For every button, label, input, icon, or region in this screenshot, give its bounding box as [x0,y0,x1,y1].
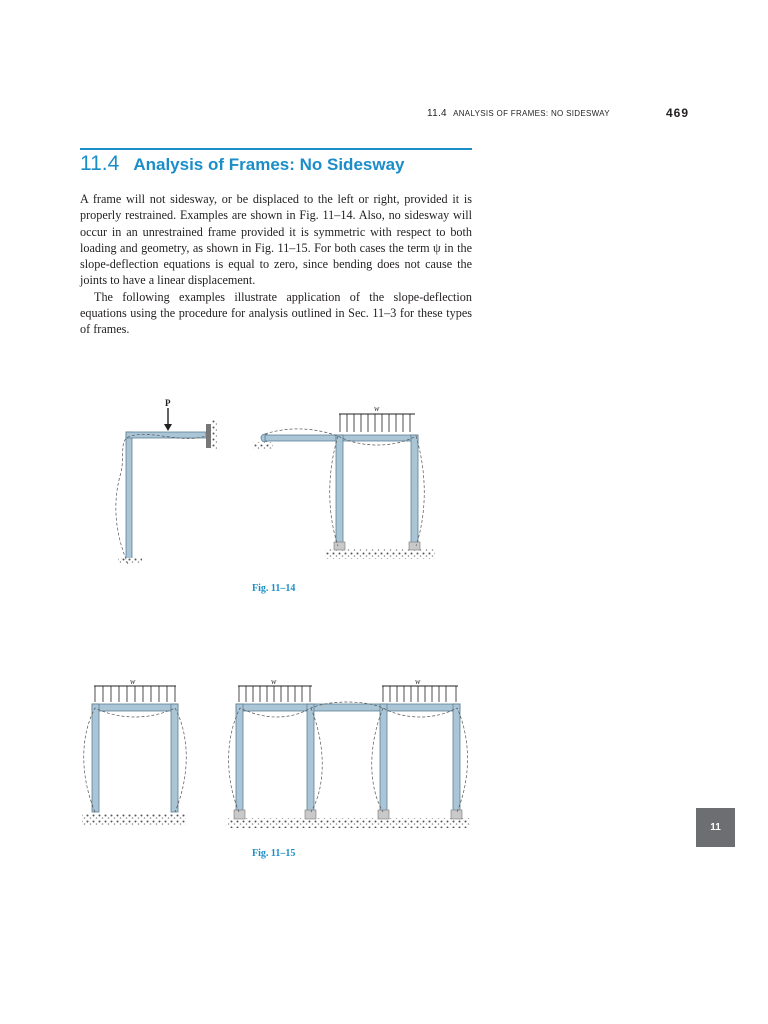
portal-column-right [411,435,418,547]
three-bay-footing-3 [378,810,389,819]
paragraph-1: A frame will not sidesway, or be displaced to the left or right, provided it is properly restrained. Examples are shown in Fig. 11–14. Also, no sidesway will occur in an unrestrained frame provided it is symmetric with respect to both loading and geometry, as shown in Fig. 11–15. For both cases the term ψ in the slope-deflection equations is equal to zero, since bending does not cause the joints to have a linear displacement. [80,192,472,288]
three-bay-beam [236,704,460,711]
three-bay-ground [228,818,470,828]
running-head-section-number: 11.4 [427,108,447,119]
single-bay-frame [82,677,186,825]
three-bay-deflected-shape [229,702,468,812]
left-bay-load-arrows [239,686,310,702]
single-bay-column-right [171,704,178,812]
wall-hatch [211,420,217,450]
fixed-base-left [118,558,142,564]
figure-11-14 [110,396,440,578]
figure-11-14-caption: Fig. 11–14 [252,583,296,594]
three-bay-frame [228,677,470,828]
single-bay-load-label: w [130,677,136,686]
point-load-arrowhead [164,424,172,431]
single-bay-beam [92,704,178,711]
section-heading [80,152,404,182]
distributed-load-label: w [374,404,380,413]
wall-support [206,424,211,448]
running-head-section-title: ANALYSIS OF FRAMES: NO SIDESWAY [453,109,610,118]
portal-frame-right [253,404,435,559]
right-bay-load-label: w [415,677,421,686]
body-text [80,191,472,338]
three-bay-column-2 [307,704,314,812]
section-title-rule [80,148,472,150]
right-bay-load-arrows [383,686,456,702]
deflected-shape-right [265,429,424,546]
section-number: 11.4 [80,152,120,175]
section-title: Analysis of Frames: No Sidesway [133,155,405,174]
single-bay-ground [82,813,186,825]
chapter-tab: 11 [696,808,735,847]
three-bay-column-4 [453,704,460,812]
running-head-section [427,108,610,119]
portal-base-hatch [325,549,435,559]
running-head [0,108,768,128]
point-load-label: P [165,398,171,408]
left-bay-load-label: w [271,677,277,686]
figure-11-15-caption: Fig. 11–15 [252,848,296,859]
pin-base-hatch [253,442,273,450]
paragraph-2: The following examples illustrate application of the slope-deflection equations using the procedure for analysis outlined in Sec. 11–3 for these types of frames. [80,289,472,337]
extension-beam [265,435,339,441]
distributed-load-arrows [340,414,410,432]
portal-footing-left [334,542,345,550]
single-bay-load-arrows [95,686,175,702]
three-bay-column-3 [380,704,387,812]
three-bay-column-1 [236,704,243,812]
single-bay-column-left [92,704,99,812]
portal-footing-right [409,542,420,550]
fixed-frame-left [116,398,217,564]
page-number: 469 [666,106,690,120]
three-bay-footing-1 [234,810,245,819]
three-bay-footing-2 [305,810,316,819]
left-frame-column [126,432,132,560]
figure-11-15 [80,676,472,831]
portal-column-left [336,435,343,547]
three-bay-footing-4 [451,810,462,819]
